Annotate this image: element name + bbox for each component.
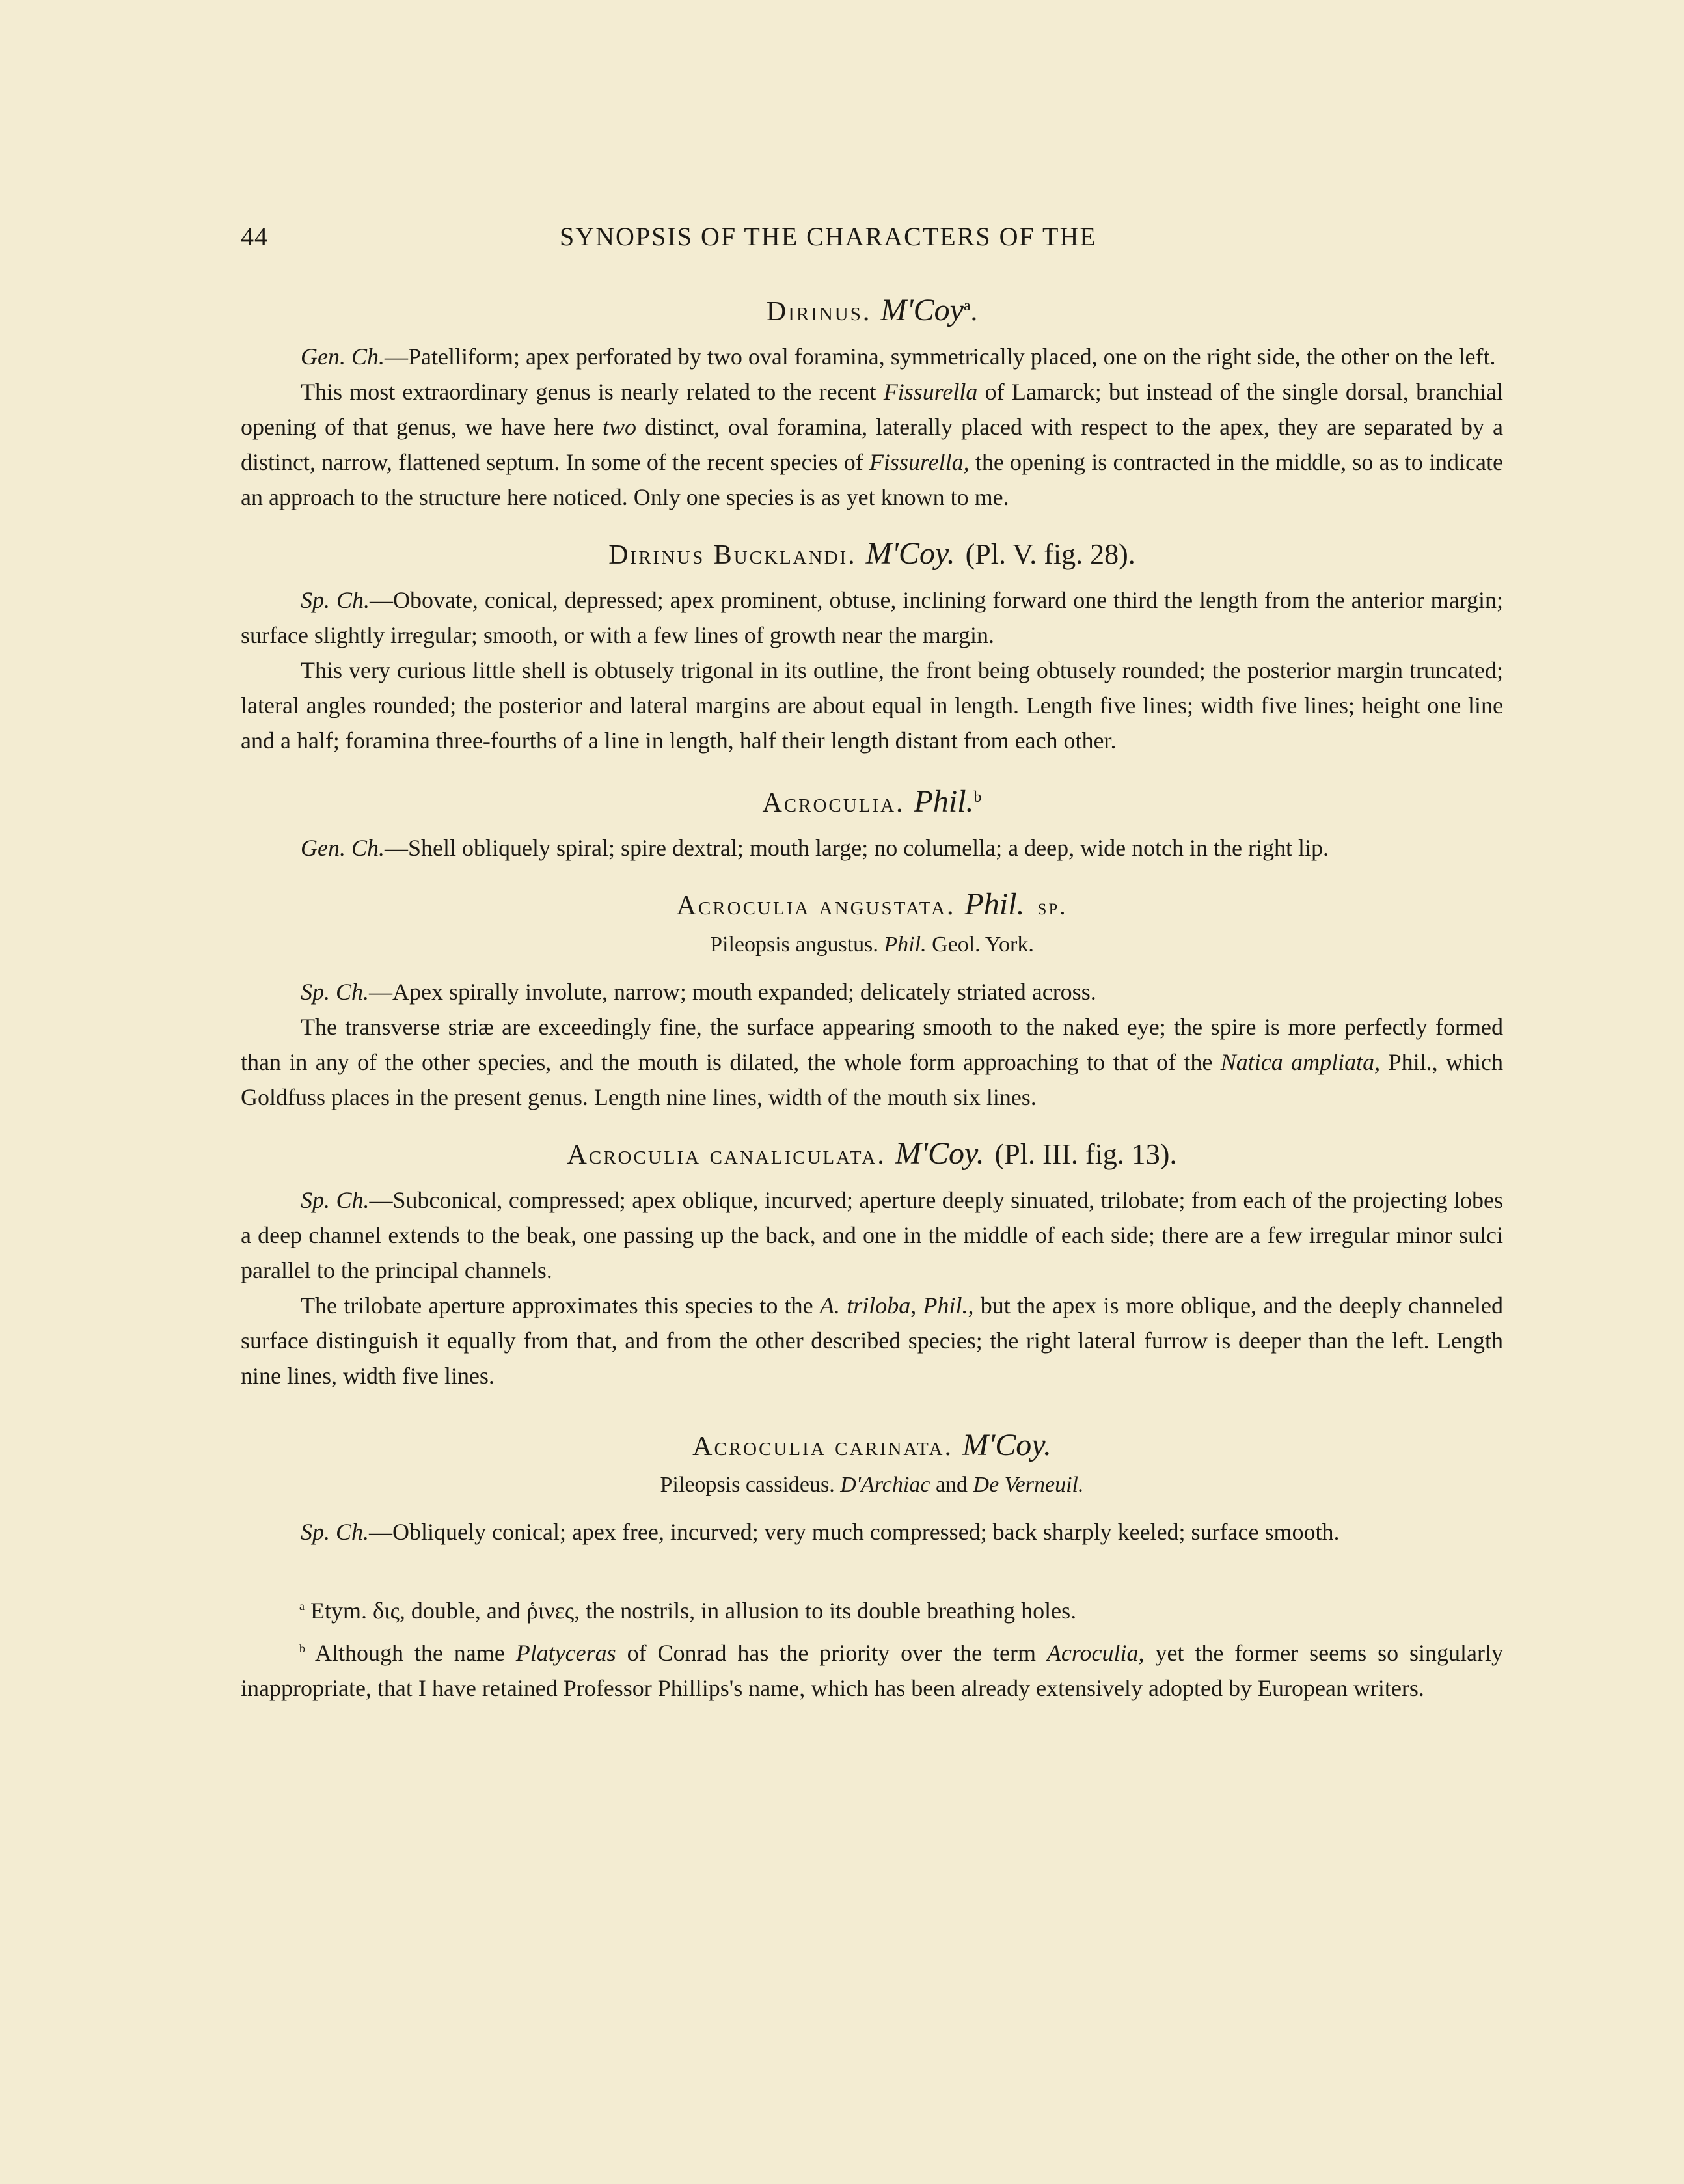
sp-ch-acroculia-carinata (241, 1514, 1503, 1549)
species-name: Acroculia canaliculata. (567, 1140, 886, 1170)
genus-name: Acroculia. (762, 788, 905, 818)
footnote-ref-a: a (963, 297, 971, 314)
genus-name: Dirinus. (766, 297, 872, 327)
page-number: 44 (241, 222, 268, 251)
running-title: SYNOPSIS OF THE CHARACTERS OF THE (560, 222, 1097, 251)
desc-acroculia-canaliculata (241, 1288, 1503, 1393)
synonym-author: De Verneuil. (973, 1473, 1084, 1497)
species-name: Acroculia angustata. (676, 891, 956, 921)
sp-ch-label: Sp. Ch. (301, 1519, 370, 1545)
footnote-text: Although the name (314, 1640, 516, 1666)
genus-author: Phil. (914, 784, 974, 819)
footnote-text: yet the former seems so singularly inappropriate, that I have retained Professor Phillips's name, which has been already extensively adopted by European writers. (241, 1640, 1503, 1701)
species-author: M'Coy. (895, 1136, 985, 1171)
desc-text: Phil., which Goldfuss places in the present genus. Length nine lines, width of the mouth six lines. (241, 1049, 1503, 1110)
footnote-a (241, 1589, 1503, 1628)
synonym-source: Geol. York. (932, 933, 1034, 957)
species-author: M'Coy. (962, 1428, 1052, 1462)
heading-dirinus: Dirinus. M'Coy$^a$. (766, 293, 978, 327)
plate-ref: (Pl. III. fig. 13). (994, 1138, 1177, 1170)
desc-text: of Lamarck; but instead of the single dorsal, branchial opening of that genus, we have here (241, 379, 1504, 440)
sp-ch-text: —Apex spirally involute, narrow; mouth expanded; delicately striated across. (369, 979, 1096, 1005)
synonym-acroculia-angustata (241, 929, 1503, 961)
desc-dirinus (241, 374, 1503, 515)
gen-ch-label: Gen. Ch. (301, 835, 385, 861)
desc-italic: Fissurella (883, 379, 978, 405)
synonym-text: Pileopsis cassideus. (660, 1473, 835, 1497)
sp-ch-text: —Subconical, compressed; apex oblique, incurved; aperture deeply sinuated, trilobate; from each of the projecting lobes a deep channel extends to the beak, one passing up the back, and one in the middle of each side; there are a few irregular minor sulci parallel to the principal channels. (241, 1187, 1503, 1283)
sp-ch-label: Sp. Ch. (301, 587, 370, 613)
desc-text: This most extraordinary genus is nearly related to the recent (301, 379, 884, 405)
sp-ch-label: Sp. Ch. (301, 979, 370, 1005)
sp-ch-acroculia-angustata (241, 974, 1503, 1009)
footnote-b (241, 1631, 1503, 1706)
desc-text: distinct, oval foramina, laterally placed with respect to the apex, they are separated by a distinct, narrow, flattened septum. In some of the recent species of (241, 414, 1503, 475)
genus-author: M'Coy (880, 293, 964, 327)
sp-ch-text: —Obovate, conical, depressed; apex prominent, obtuse, inclining forward one third the length from the anterior margin; surface slightly irregular; smooth, or with a few lines of growth near the margin. (241, 587, 1504, 648)
sp-ch-text: —Obliquely conical; apex free, incurved; very much compressed; back sharply keeled; surface smooth. (369, 1519, 1340, 1545)
gen-ch-text: —Patelliform; apex perforated by two oval foramina, symmetrically placed, one on the right side, the other on the left. (385, 344, 1496, 370)
species-author: M'Coy. (865, 536, 955, 571)
desc-italic: Natica ampliata, (1220, 1049, 1381, 1075)
sp-ch-label: Sp. Ch. (301, 1187, 370, 1213)
species-name: Acroculia carinata. (692, 1432, 953, 1462)
page (241, 215, 1503, 1708)
heading-dirinus-bucklandi (241, 534, 1503, 575)
synonym-author: Phil. (884, 933, 927, 957)
synonym-conjunction: and (935, 1473, 968, 1497)
gen-ch-text: —Shell obliquely spiral; spire dextral; mouth large; no columella; a deep, wide notch in the right lip. (385, 835, 1329, 861)
footnote-ref-b: b (973, 789, 982, 806)
gen-ch-acroculia (241, 830, 1503, 866)
desc-text: The transverse striæ are exceedingly fine, the surface appearing smooth to the naked eye; the spire is more perfectly formed than in any of the other species, and the mouth is dilated, the whole form approaching to that of the (241, 1014, 1503, 1075)
desc-italic: Fissurella, (869, 449, 970, 475)
footnote-mark: a (299, 1600, 305, 1613)
synonym-author: D'Archiac (840, 1473, 930, 1497)
gen-ch-label: Gen. Ch. (301, 344, 385, 370)
footnote-italic: Acroculia, (1046, 1640, 1145, 1666)
footnote-text: Etym. δις, double, and ῥινες, the nostrils, in allusion to its double breathing holes. (310, 1598, 1077, 1624)
footnote-italic: Platyceras (515, 1640, 616, 1666)
sp-ch-acroculia-canaliculata (241, 1182, 1503, 1288)
species-suffix: sp. (1037, 894, 1068, 920)
desc-italic: A. triloba, Phil., (819, 1292, 974, 1318)
gen-ch-dirinus (241, 339, 1503, 374)
desc-dirinus-bucklandi: This very curious little shell is obtusely trigonal in its outline, the front being obtusely rounded; the posterior margin truncated; lateral angles rounded; the posterior and lateral margins are about equal in length. Length five lines; width five lines; height one line and a half; foramina three-fourths of a line in length, half their length distant from each other. (241, 657, 1503, 754)
species-author: Phil. (964, 887, 1025, 921)
desc-italic: two (603, 414, 637, 440)
heading-acroculia-angustata (241, 885, 1503, 926)
synonym-text: Pileopsis angustus. (710, 933, 878, 957)
footnotes (241, 1589, 1503, 1706)
desc-text: the opening is contracted in the middle, so as to indicate an approach to the structure here noticed. Only one species is as yet known to me. (241, 449, 1503, 510)
synonym-acroculia-carinata (241, 1469, 1503, 1501)
heading-acroculia (241, 778, 1503, 823)
sp-ch-dirinus-bucklandi (241, 582, 1503, 653)
species-name: Dirinus Bucklandi. (608, 540, 857, 570)
heading-acroculia-canaliculata (241, 1134, 1503, 1175)
heading-acroculia-carinata (241, 1426, 1503, 1466)
footnote-mark: b (299, 1642, 305, 1655)
footnote-text: of Conrad has the priority over the term (616, 1640, 1047, 1666)
plate-ref: (Pl. V. fig. 28). (965, 538, 1135, 570)
desc-acroculia-angustata (241, 1009, 1503, 1115)
running-head (241, 215, 1503, 260)
desc-text: The trilobate aperture approximates this species to the (301, 1292, 820, 1318)
desc-text: but the apex is more oblique, and the deeply channeled surface distinguish it equally from that, and from the other described species; the right lateral furrow is deeper than the left. Length nine lines, width five lines. (241, 1292, 1503, 1389)
